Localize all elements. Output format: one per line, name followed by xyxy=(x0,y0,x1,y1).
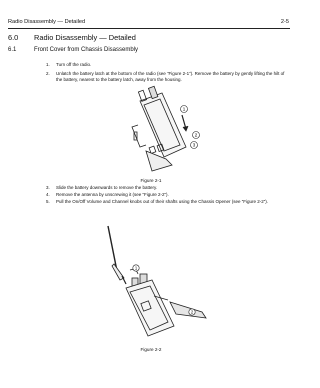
page-number: 2-5 xyxy=(280,19,289,25)
header-rule xyxy=(8,28,290,29)
section-number: 6.0 xyxy=(8,33,19,42)
step-text: Remove the antenna by unscrewing it (see “Figure 2-2”). xyxy=(56,192,169,197)
step-text: Slide the battery downwards to remove the battery. xyxy=(56,185,158,190)
subsection-heading xyxy=(8,47,138,53)
subsection-number: 6.1 xyxy=(8,47,17,53)
step-item xyxy=(46,71,286,82)
step-text: Turn off the radio. xyxy=(56,62,92,67)
callout-1: 1 xyxy=(182,106,186,112)
callout-3: 3 xyxy=(192,142,196,148)
step-item xyxy=(46,185,286,191)
callout-2: 2 xyxy=(194,132,198,138)
callout-2: 2 xyxy=(190,309,194,315)
figure-2-2-illustration xyxy=(90,218,210,342)
section-heading xyxy=(8,33,136,42)
step-item xyxy=(46,62,286,68)
step-text: Unlatch the battery latch at the bottom of the radio (see “Figure 2-1”). Remove the battery by gently lifting the hilt of the battery, nearest to the battery latch, away from the housing. xyxy=(56,71,285,82)
section-title: Radio Disassembly — Detailed xyxy=(34,33,136,42)
step-item xyxy=(46,192,286,198)
subsection-title: Front Cover from Chassis Disassembly xyxy=(34,47,139,53)
running-header-title: Radio Disassembly — Detailed xyxy=(8,19,86,25)
figure-2-1-illustration xyxy=(100,85,210,177)
step-number: 2. xyxy=(46,71,50,76)
step-number: 1. xyxy=(46,62,50,67)
step-item xyxy=(46,199,286,205)
figure-2-1-caption: Figure 2-1 xyxy=(140,178,162,183)
figure-2-2-caption: Figure 2-2 xyxy=(140,347,162,352)
step-number: 5. xyxy=(46,199,50,204)
step-text: Pull the On/Off Volume and Channel knobs out of their shafts using the Chassis Opener (see “Figure 2-2”). xyxy=(56,199,269,204)
callout-1: 1 xyxy=(134,265,138,271)
step-number: 3. xyxy=(46,185,50,190)
step-number: 4. xyxy=(46,192,50,197)
